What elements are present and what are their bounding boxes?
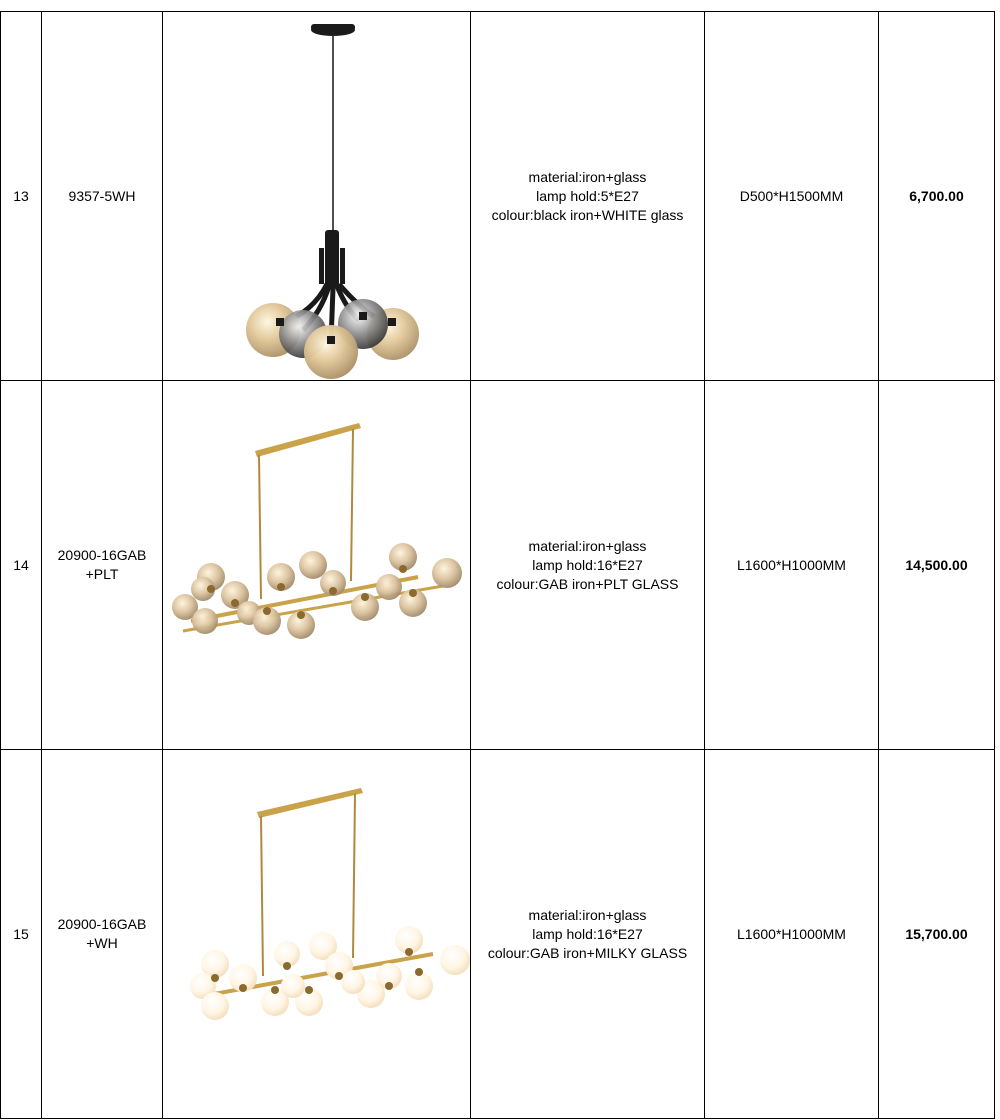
spec-lamp-hold: lamp hold:5*E27 xyxy=(536,187,639,204)
product-table xyxy=(0,11,995,1119)
model-code-line: 20900-16GAB xyxy=(57,547,147,563)
gold-linear-chandelier-amber-image xyxy=(163,381,470,749)
dimensions: L1600*H1000MM xyxy=(705,381,879,750)
table-row xyxy=(1,750,995,1119)
dimensions: L1600*H1000MM xyxy=(705,750,879,1119)
spec-lamp-hold: lamp hold:16*E27 xyxy=(532,925,643,942)
spec-material: material:iron+glass xyxy=(528,168,647,185)
specification xyxy=(471,750,705,1119)
model-code-line: 9357-5WH xyxy=(68,187,136,204)
price: 14,500.00 xyxy=(879,381,995,750)
item-number: 14 xyxy=(1,381,42,750)
model-code-line: +WH xyxy=(86,935,118,951)
model-code-line: +PLT xyxy=(85,566,119,582)
spec-colour: colour:GAB iron+PLT GLASS xyxy=(496,575,679,592)
dimensions: D500*H1500MM xyxy=(705,12,879,381)
black-pendant-lamp-image xyxy=(163,12,470,380)
table-row xyxy=(1,381,995,750)
model-code xyxy=(42,12,163,381)
price: 15,700.00 xyxy=(879,750,995,1119)
spec-colour: colour:black iron+WHITE glass xyxy=(491,206,684,223)
spec-material: material:iron+glass xyxy=(528,906,647,923)
price: 6,700.00 xyxy=(879,12,995,381)
table-row xyxy=(1,12,995,381)
product-image-cell xyxy=(163,750,471,1119)
item-number: 15 xyxy=(1,750,42,1119)
specification xyxy=(471,381,705,750)
specification xyxy=(471,12,705,381)
spec-material: material:iron+glass xyxy=(528,537,647,554)
spec-colour: colour:GAB iron+MILKY GLASS xyxy=(487,944,688,961)
model-code xyxy=(42,750,163,1119)
spec-lamp-hold: lamp hold:16*E27 xyxy=(532,556,643,573)
gold-linear-chandelier-milky-image xyxy=(163,750,470,1118)
item-number: 13 xyxy=(1,12,42,381)
product-image-cell xyxy=(163,381,471,750)
model-code xyxy=(42,381,163,750)
product-image-cell xyxy=(163,12,471,381)
model-code-line: 20900-16GAB xyxy=(57,916,147,932)
